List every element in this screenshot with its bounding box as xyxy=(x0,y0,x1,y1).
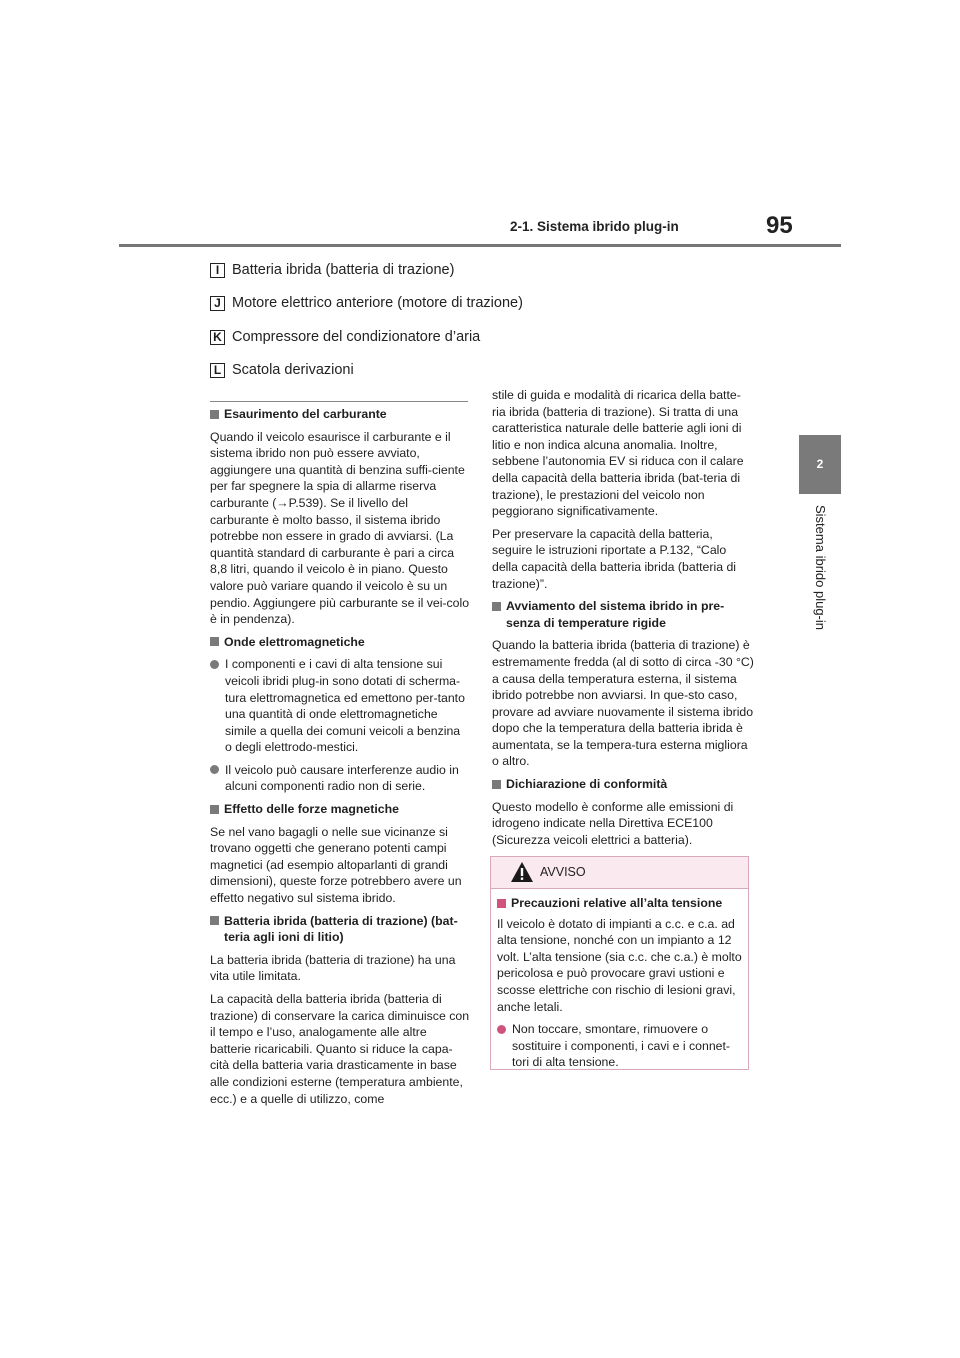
legend-text: Motore elettrico anteriore (motore di trazione) xyxy=(232,295,523,311)
right-column xyxy=(492,387,754,854)
header-rule xyxy=(119,244,841,247)
section-heading: Esaurimento del carburante xyxy=(210,406,470,423)
chapter-tab xyxy=(799,435,841,494)
left-column xyxy=(210,406,470,1113)
legend-text: Compressore del condizionatore d’aria xyxy=(232,329,481,345)
legend-item xyxy=(210,359,354,381)
square-bullet-icon xyxy=(492,780,501,789)
section-heading: Avviamento del sistema ibrido in pre-senza di temperature rigide xyxy=(492,598,754,631)
legend-item xyxy=(210,292,523,314)
section-heading: Effetto delle forze magnetiche xyxy=(210,801,470,818)
section-heading: Dichiarazione di conformità xyxy=(492,776,754,793)
legend-key: I xyxy=(210,263,225,278)
legend-key: K xyxy=(210,330,225,345)
section-heading: Batteria ibrida (batteria di trazione) (bat-teria agli ioni di litio) xyxy=(210,913,470,946)
square-bullet-icon xyxy=(210,805,219,814)
chapter-number: 2 xyxy=(816,457,824,471)
legend-item xyxy=(210,326,480,348)
paragraph: Quando il veicolo esaurisce il carburante e il sistema ibrido non può essere avviato, aggiungere una quantità di benzina suffi-ciente per far spegnere la spia di allarme riserva carburante (→P.539). Se il livello del carburante è molto basso, il sistema ibrido potrebbe non essere in grado di avviarsi. (La quantità standard di carburante è pari a circa 8,8 litri, quando il veicolo è in piano. Questo valore può variare quando il veicolo è su un pendio. Aggiungere più carburante se il vei-colo è in pendenza). xyxy=(210,429,470,627)
paragraph: stile di guida e modalità di ricarica della batte-ria ibrida (batteria di trazione). Si tratta di una caratteristica naturale delle batterie agli ioni di litio e non indica alcuna anomalia. Inoltre, sebbene l’autonomia EV si riduca con il calare della capacità della batteria ibrida (bat-teria di trazione), le prestazioni del veicolo non peggiorano significativamente. xyxy=(492,388,744,519)
square-bullet-icon xyxy=(497,899,506,908)
legend-text: Scatola derivazioni xyxy=(232,362,354,378)
legend-text: Batteria ibrida (batteria di trazione) xyxy=(232,262,455,278)
legend-item xyxy=(210,259,454,281)
section-heading: Onde elettromagnetiche xyxy=(210,634,470,651)
paragraph: Questo modello è conforme alle emissioni di idrogeno indicate nella Direttiva ECE100 (Sicurezza veicoli elettrici a batteria). xyxy=(492,799,734,847)
list-item: I componenti e i cavi di alta tensione sui veicoli ibridi plug-in sono dotati di scherma-tura elettromagnetica ed emettono per-tanto una quantità di onde elettromagnetiche simile a quella dei comuni veicoli a benzina o degli elettrodo-mestici. xyxy=(210,656,470,756)
section-title: 2-1. Sistema ibrido plug-in xyxy=(510,219,679,234)
warning-body xyxy=(491,889,748,1071)
warning-triangle-icon xyxy=(510,861,534,883)
legend-key: L xyxy=(210,363,225,378)
paragraph: La capacità della batteria ibrida (batteria di trazione) di conservare la carica diminuisce con il tempo e l’uso, analogamente alle altre batterie ricaricabili. Quanto si riduce la capa-cità della batteria varia drasticamente in base alle condizioni esterne (temperatura ambiente, ecc.) e a quelle di utilizzo, come xyxy=(210,992,470,1106)
paragraph: Quando la batteria ibrida (batteria di trazione) è estremamente fredda (al di sotto di circa -30 °C) a causa della temperatura esterna, il sistema ibrido potrebbe non avviarsi. In que-sto caso, provare ad avviare nuovamente il sistema ibrido dopo che la temperatura della batteria ibrida è aumentata, se la tempera-tura esterna migliora o altro. xyxy=(492,638,754,769)
warning-title: AVVISO xyxy=(540,865,586,879)
round-bullet-icon xyxy=(210,765,219,774)
paragraph: Per preservare la capacità della batteria, seguire le istruzioni riportate a P.132, “Calo della capacità della batteria ibrida (batteria di trazione)”. xyxy=(492,526,737,591)
warning-box xyxy=(490,856,749,1070)
divider xyxy=(210,401,468,402)
square-bullet-icon xyxy=(210,916,219,925)
chapter-label: Sistema ibrido plug-in xyxy=(813,505,828,631)
warning-text: Il veicolo è dotato di impianti a c.c. e c.a. ad alta tensione, nonché con un impianto a 12 volt. L’alta tensione (sia c.c. che c.a.) è molto pericolosa e può provocare gravi ustioni e scosse elettriche con rischio di lesioni gravi, anche letali. xyxy=(497,916,742,1014)
warning-header xyxy=(491,857,748,889)
paragraph: La batteria ibrida (batteria di trazione) ha una vita utile limitata. xyxy=(210,952,456,984)
page-number: 95 xyxy=(766,212,793,239)
square-bullet-icon xyxy=(210,410,219,419)
square-bullet-icon xyxy=(210,637,219,646)
list-item: Il veicolo può causare interferenze audio in alcuni componenti radio non di serie. xyxy=(210,762,470,795)
round-bullet-icon xyxy=(210,660,219,669)
square-bullet-icon xyxy=(492,602,501,611)
round-bullet-icon xyxy=(497,1025,506,1034)
warning-heading: Precauzioni relative all’alta tensione xyxy=(497,895,744,912)
warning-list-item: Non toccare, smontare, rimuovere o sostituire i componenti, i cavi e i connet-tori di alta tensione. xyxy=(497,1021,744,1071)
paragraph: Se nel vano bagagli o nelle sue vicinanze si trovano oggetti che generano potenti campi magnetici (ad esempio altoparlanti di grandi dimensioni), queste forze potrebbero avere un effetto negativo sul sistema ibrido. xyxy=(210,824,462,906)
legend-key: J xyxy=(210,296,225,311)
